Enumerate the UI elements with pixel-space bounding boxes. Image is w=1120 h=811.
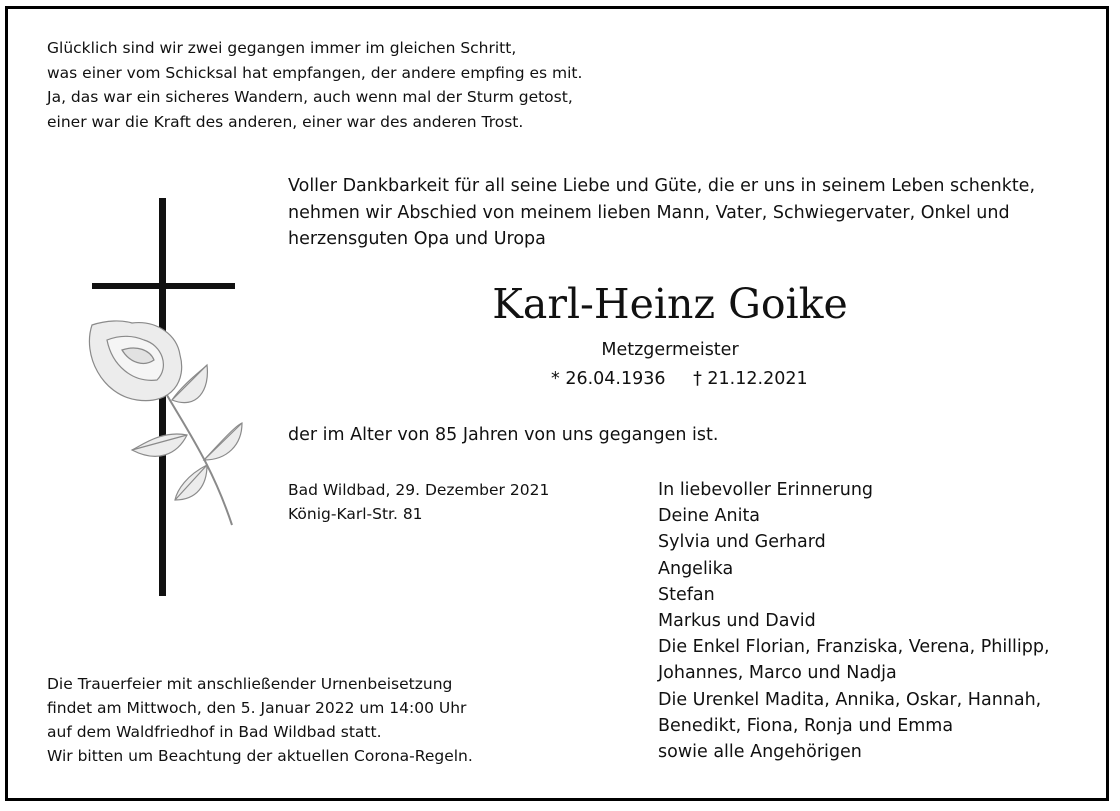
mourner-line: Stefan bbox=[658, 584, 715, 605]
mourner-line: Angelika bbox=[658, 558, 734, 579]
address-block bbox=[288, 478, 549, 526]
place-date: Bad Wildbad, 29. Dezember 2021 bbox=[288, 481, 550, 499]
funeral-line: Wir bitten um Beachtung der aktuellen Corona-Regeln. bbox=[47, 747, 473, 765]
mourner-line: Die Urenkel Madita, Annika, Oskar, Hannah, bbox=[658, 689, 1042, 710]
deceased-name: Karl-Heinz Goike bbox=[492, 280, 848, 328]
mourner-line: Die Enkel Florian, Franziska, Verena, Phillipp, bbox=[658, 637, 1050, 658]
poem-line: Glücklich sind wir zwei gegangen immer im gleichen Schritt, bbox=[47, 39, 517, 57]
mourners-list bbox=[658, 477, 1050, 765]
mourner-line: Markus und David bbox=[658, 611, 816, 632]
mourner-line: Johannes, Marco und Nadja bbox=[658, 663, 897, 684]
age-statement: der im Alter von 85 Jahren von uns gegangen ist. bbox=[288, 425, 719, 445]
death-date: † 21.12.2021 bbox=[693, 369, 808, 389]
birth-date: * 26.04.1936 bbox=[551, 369, 666, 389]
funeral-line: findet am Mittwoch, den 5. Januar 2022 um 14:00 Uhr bbox=[47, 699, 467, 717]
mourner-line: In liebevoller Erinnerung bbox=[658, 480, 874, 500]
deceased-profession: Metzgermeister bbox=[601, 340, 739, 360]
poem-line: Ja, das war ein sicheres Wandern, auch wenn mal der Sturm getost, bbox=[47, 88, 573, 106]
mourner-line: Benedikt, Fiona, Ronja und Emma bbox=[658, 715, 954, 736]
mourner-line: Deine Anita bbox=[658, 506, 761, 527]
poem bbox=[47, 36, 582, 134]
intro-line: nehmen wir Abschied von meinem lieben Mann, Vater, Schwiegervater, Onkel und bbox=[288, 202, 1010, 223]
mourner-line: Sylvia und Gerhard bbox=[658, 532, 826, 553]
poem-line: einer war die Kraft des anderen, einer war des anderen Trost. bbox=[47, 112, 524, 131]
cross-rose-artwork bbox=[52, 195, 252, 600]
intro-line: herzensguten Opa und Uropa bbox=[288, 229, 546, 249]
funeral-info bbox=[47, 672, 473, 768]
life-dates bbox=[551, 367, 808, 391]
mourner-line: sowie alle Angehörigen bbox=[658, 742, 862, 763]
funeral-line: auf dem Waldfriedhof in Bad Wildbad statt. bbox=[47, 723, 382, 741]
street: König-Karl-Str. 81 bbox=[288, 505, 423, 523]
poem-line: was einer vom Schicksal hat empfangen, der andere empfing es mit. bbox=[47, 63, 583, 82]
funeral-line: Die Trauerfeier mit anschließender Urnenbeisetzung bbox=[47, 675, 453, 693]
intro-line: Voller Dankbarkeit für all seine Liebe und Güte, die er uns in seinem Leben schenkte, bbox=[288, 176, 1036, 196]
intro-text bbox=[288, 173, 1035, 253]
